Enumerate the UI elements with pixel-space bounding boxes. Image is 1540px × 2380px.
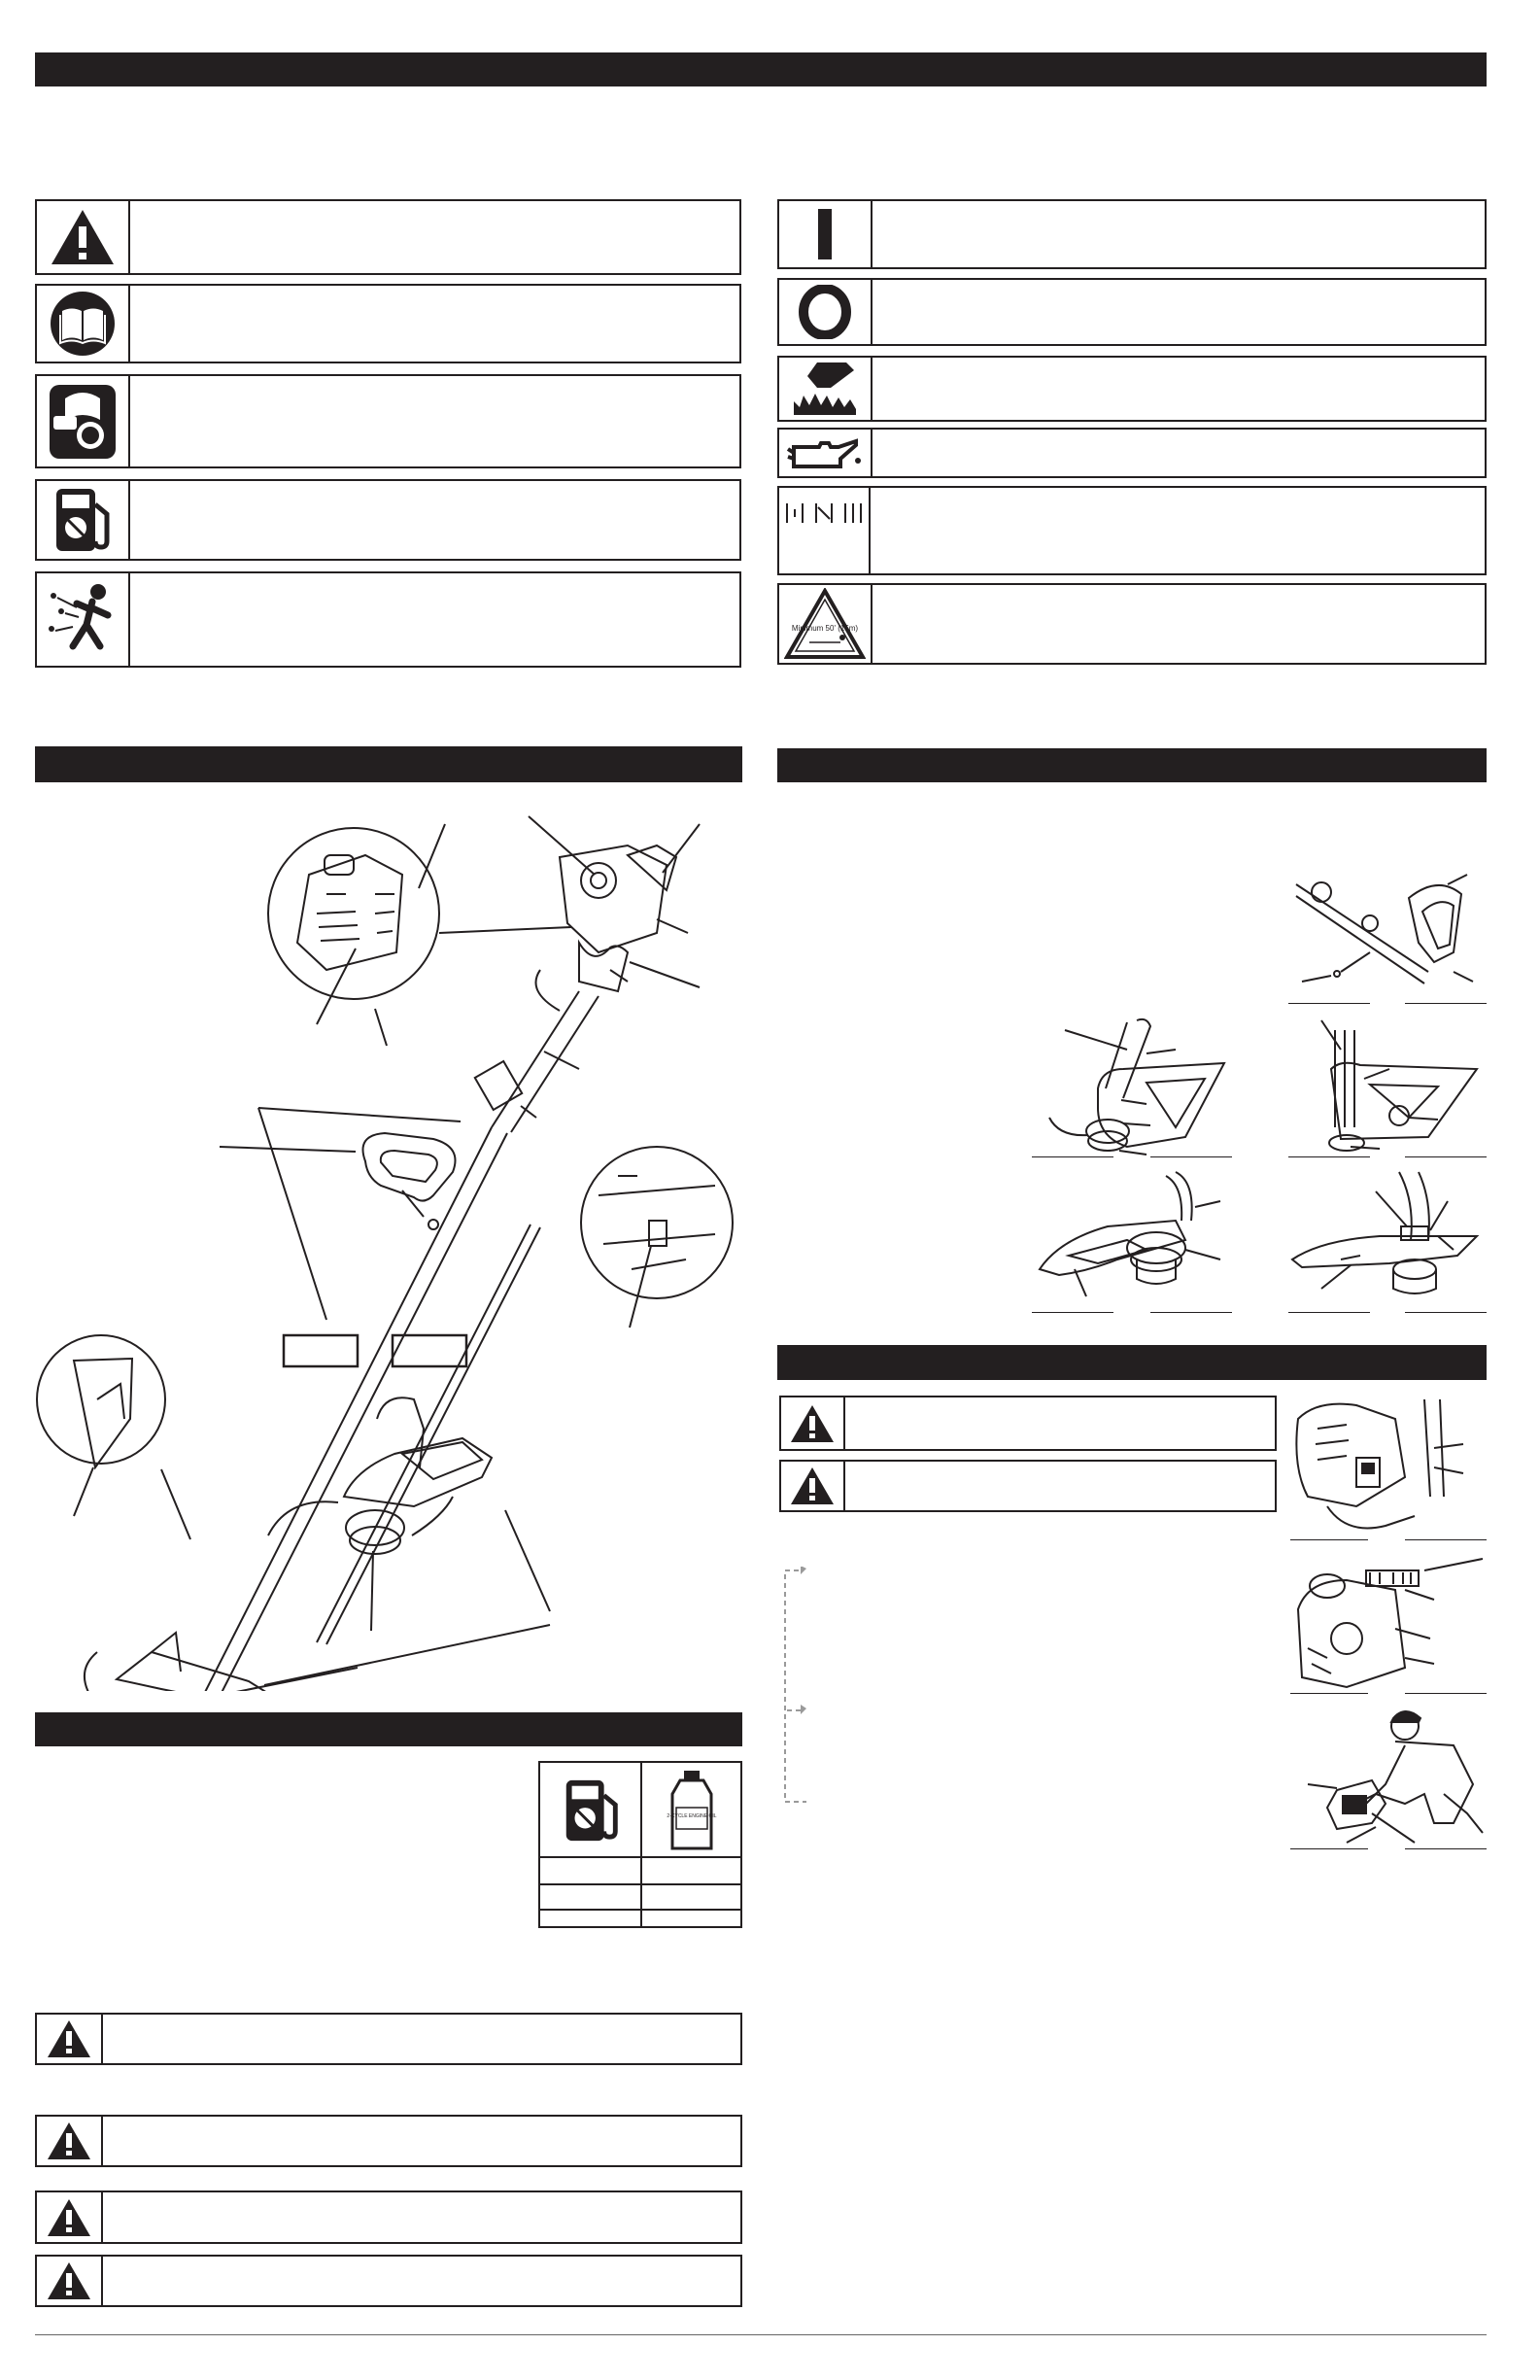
flow-bracket	[777, 1567, 808, 1806]
warning-box-start-1	[779, 1396, 1277, 1451]
warning-box-fuel-4	[35, 2255, 742, 2307]
fig-caption-line	[1288, 1312, 1370, 1313]
fuel-mix-table	[538, 1761, 742, 1928]
thrown-objects-icon	[37, 573, 130, 666]
trimmer-parts-illustration	[35, 797, 742, 1691]
symbol-row-oil	[777, 428, 1487, 478]
fig-caption-line	[1405, 1003, 1487, 1004]
warning-box-fuel-1	[35, 2013, 742, 2065]
safety-alert-icon	[37, 201, 130, 273]
assembly-figure-head-straight	[1283, 1162, 1487, 1308]
oil-can-icon	[779, 430, 873, 476]
assembly-figure-guard-straight	[1283, 1011, 1487, 1156]
symbol-row-hot-surface	[777, 356, 1487, 422]
symbol-row-ignition-off	[777, 278, 1487, 346]
symbol-row-eye-ear-protection	[35, 374, 741, 468]
warning-triangle-icon	[781, 1462, 845, 1510]
assembly-figure-handle	[1283, 855, 1487, 1007]
warning-triangle-icon	[37, 2192, 103, 2242]
read-manual-icon	[37, 286, 130, 362]
fig-caption-line	[1288, 1156, 1370, 1157]
footer-rule	[35, 2334, 1487, 2335]
symbol-row-keep-distance	[777, 583, 1487, 665]
fuel-table-divider-h	[540, 1883, 740, 1885]
section-bar-fuel	[35, 1712, 742, 1746]
fig-caption-line	[1290, 1848, 1368, 1849]
fig-caption-line	[1288, 1003, 1370, 1004]
fig-caption-line	[1405, 1156, 1487, 1157]
keep-distance-icon	[779, 585, 873, 663]
starting-figure-ignition	[1288, 1390, 1487, 1541]
ignition-off-icon	[779, 280, 873, 344]
warning-box-fuel-3	[35, 2190, 742, 2244]
fig-caption-line	[1150, 1156, 1232, 1157]
hot-surface-icon	[779, 358, 873, 420]
warning-triangle-icon	[37, 2117, 103, 2165]
fuel-table-divider-h	[540, 1909, 740, 1911]
fig-caption-line	[1405, 1312, 1487, 1313]
symbol-row-choke	[777, 486, 1487, 575]
fig-caption-line	[1405, 1848, 1487, 1849]
symbol-row-read-manual	[35, 284, 741, 363]
fig-caption-line	[1405, 1539, 1487, 1540]
fig-caption-line	[1032, 1156, 1113, 1157]
warning-box-start-2	[779, 1460, 1277, 1512]
fuel-table-divider-v	[640, 1763, 642, 1926]
warning-box-fuel-2	[35, 2115, 742, 2167]
fuel-table-divider-h	[540, 1856, 740, 1858]
symbol-row-unleaded-fuel	[35, 479, 741, 561]
ignition-on-icon	[779, 201, 873, 267]
assembly-figure-head-curved	[1030, 1162, 1234, 1308]
oil-bottle-label: 2-CYCLE ENGINE OIL	[667, 1813, 717, 1819]
starting-figure-choke	[1288, 1551, 1487, 1697]
fig-caption-line	[1150, 1312, 1232, 1313]
starting-figure-pull-cord	[1288, 1707, 1487, 1852]
unleaded-fuel-icon	[37, 481, 130, 559]
choke-positions-icon	[779, 488, 871, 573]
section-bar-starting	[777, 1345, 1487, 1380]
fig-caption-line	[1405, 1693, 1487, 1694]
symbol-row-safety-alert	[35, 199, 741, 275]
eye-ear-protection-icon	[37, 376, 130, 466]
fig-caption-line	[1032, 1312, 1113, 1313]
unleaded-fuel-icon	[558, 1776, 626, 1845]
symbol-row-ignition-on	[777, 199, 1487, 269]
keep-distance-text: Minimum 50' (15m)	[791, 624, 859, 633]
section-bar-parts	[35, 746, 742, 782]
warning-triangle-icon	[37, 2257, 103, 2305]
symbol-row-thrown-objects	[35, 571, 741, 668]
page-header-bar	[35, 52, 1487, 86]
warning-triangle-icon	[781, 1397, 845, 1449]
section-bar-assembly	[777, 748, 1487, 782]
warning-triangle-icon	[37, 2015, 103, 2063]
assembly-figure-guard-curved	[1030, 1011, 1234, 1156]
fig-caption-line	[1290, 1539, 1368, 1540]
oil-bottle-icon	[663, 1769, 721, 1852]
fig-caption-line	[1290, 1693, 1368, 1694]
